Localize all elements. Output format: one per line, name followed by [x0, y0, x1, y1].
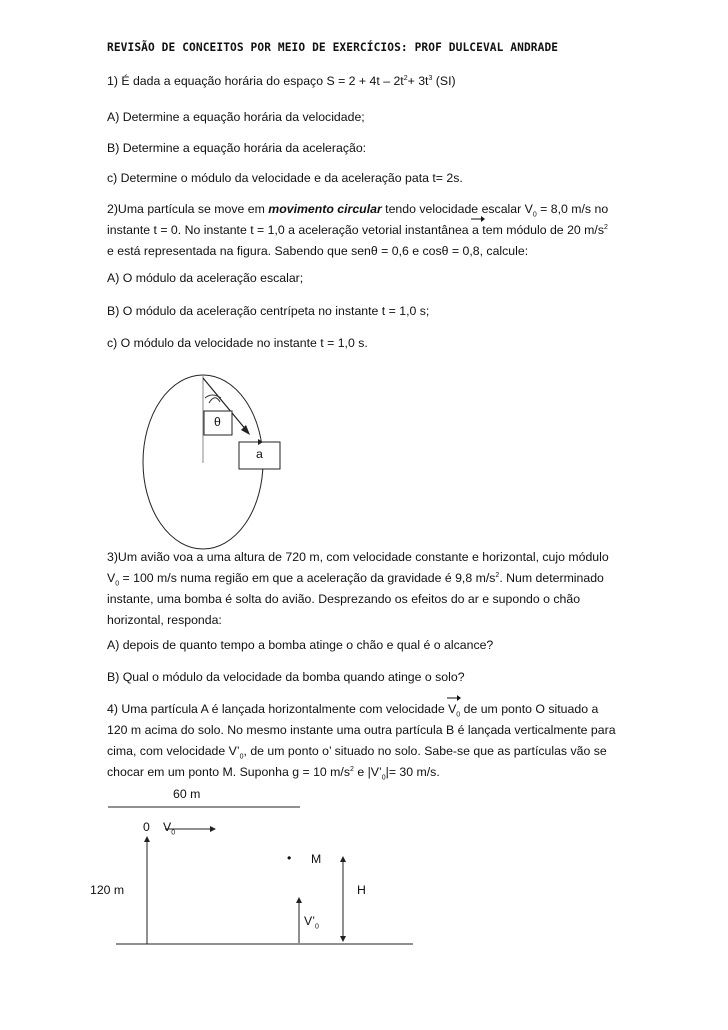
- document-title: REVISÃO DE CONCEITOS POR MEIO DE EXERCÍCIOS: PROF DULCEVAL ANDRADE: [107, 41, 559, 54]
- label-120m: 120 m: [90, 883, 125, 897]
- q2-item-b: B) O módulo da aceleração centrípeta no instante t = 1,0 s;: [107, 304, 430, 318]
- label-m: M: [311, 852, 322, 866]
- q1-stem-units: (SI): [432, 74, 456, 88]
- q2-text-c: = 8,0 m/s no: [536, 202, 609, 216]
- q1-item-c: c) Determine o módulo da velocidade e da aceleração pata t= 2s.: [107, 171, 463, 185]
- q4-sub-0c: 0: [381, 774, 386, 782]
- q2-text-d: instante t = 0. No instante t = 1,0 a aceleração vetorial instantânea: [107, 223, 473, 237]
- height-h-arrow-bottom: [340, 936, 346, 942]
- q4-line-2: 120 m acima do solo. No mesmo instante uma outra partícula B é lançada verticalmente para: [107, 723, 616, 737]
- height-h-arrow-top: [340, 856, 346, 862]
- q3-sub-0: 0: [115, 580, 120, 588]
- height-120m-arrowhead: [144, 836, 150, 842]
- velocity-vector-symbol: [448, 701, 460, 717]
- label-v0: [163, 820, 176, 837]
- q3-item-a: A) depois de quanto tempo a bomba atinge o chão e qual é o alcance?: [107, 638, 494, 652]
- q4-text-b: de um ponto O situado a: [460, 702, 599, 716]
- vprime0-arrowhead: [296, 897, 302, 903]
- q4-text-g: |= 30 m/s.: [385, 765, 440, 779]
- q2-emphasis: movimento circular: [268, 202, 382, 216]
- q3-line-1: 3)Um avião voa a uma altura de 720 m, com velocidade constante e horizontal, cujo módulo: [107, 550, 609, 564]
- q1-exp-2: 2: [403, 74, 408, 82]
- q1-stem-text: 1) É dada a equação horária do espaço S = 2 + 4t – 2t: [107, 74, 404, 88]
- label-60m: 60 m: [173, 787, 201, 801]
- v0-arrowhead: [210, 826, 216, 832]
- q2-text-e: tem módulo de 20 m/s: [478, 223, 604, 237]
- label-v0-sub: 0: [171, 829, 176, 837]
- q3-exp-2: 2: [495, 571, 500, 579]
- vector-arrow-icon: [446, 694, 462, 702]
- label-vprime0-sub: 0: [314, 923, 319, 931]
- q1-item-b: B) Determine a equação horária da aceleração:: [107, 141, 367, 155]
- acceleration-arrowhead: [241, 425, 250, 435]
- label-point-o: 0: [143, 820, 150, 834]
- q3-text-c: . Num determinado: [499, 571, 604, 585]
- q2-item-c: c) O módulo da velocidade no instante t = 1,0 s.: [107, 336, 368, 350]
- q2-exp-2: 2: [603, 223, 608, 231]
- q4-line-4: [107, 764, 440, 780]
- q3-text: V: [107, 571, 116, 585]
- q4-text-f: e |V’: [353, 765, 382, 779]
- q2-line-3: e está representada na figura. Sabendo que senθ = 0,6 e cosθ = 0,8, calcule:: [107, 244, 529, 258]
- q3-line-3: instante, uma bomba é solta do avião. Desprezando os efeitos do ar e supondo o chão: [107, 592, 581, 606]
- q2-item-a: A) O módulo da aceleração escalar;: [107, 271, 304, 285]
- q3-item-b: B) Qual o módulo da velocidade da bomba quando atinge o solo?: [107, 670, 465, 684]
- collision-figure: [0, 780, 728, 960]
- q1-stem-text-b: + 3t: [407, 74, 429, 88]
- q1-exp-3: 3: [428, 74, 433, 82]
- theta-label: θ: [214, 415, 221, 429]
- label-vprime0-text: V’: [304, 914, 315, 928]
- q4-text-e: chocar em um ponto M. Suponha g = 10 m/s: [107, 765, 350, 779]
- q2-text: 2)Uma partícula se move em: [107, 202, 269, 216]
- q4-text-d: , de um ponto o’ situado no solo. Sabe-se que as partículas vão se: [243, 744, 607, 758]
- q4-line-1: [107, 701, 598, 717]
- q1-item-a: A) Determine a equação horária da velocidade;: [107, 110, 365, 124]
- q4-line-3: [107, 743, 607, 759]
- point-m-bullet: •: [287, 851, 292, 865]
- q4-sub-0: 0: [456, 711, 461, 719]
- label-h: H: [357, 883, 366, 897]
- angle-arc-2: [209, 398, 220, 403]
- q4-sub-0b: 0: [239, 753, 244, 761]
- a-label: a: [256, 447, 263, 461]
- q3-line-2: [107, 570, 604, 586]
- q3-line-4: horizontal, responda:: [107, 613, 222, 627]
- label-v0-text: V: [163, 820, 172, 834]
- q3-text-b: = 100 m/s numa região em que a aceleração da gravidade é 9,8 m/s: [119, 571, 496, 585]
- q4-text-c: cima, com velocidade V’: [107, 744, 240, 758]
- q2-text-b: tendo velocidade escalar V: [381, 202, 533, 216]
- vector-a-label: a: [472, 223, 479, 237]
- q2-sub-0: 0: [532, 211, 537, 219]
- label-vprime0: [304, 914, 319, 931]
- q4-text: 4) Uma partícula A é lançada horizontalmente com velocidade: [107, 702, 449, 716]
- q4-exp-2: 2: [350, 765, 354, 773]
- vector-v0-label: V: [448, 702, 457, 716]
